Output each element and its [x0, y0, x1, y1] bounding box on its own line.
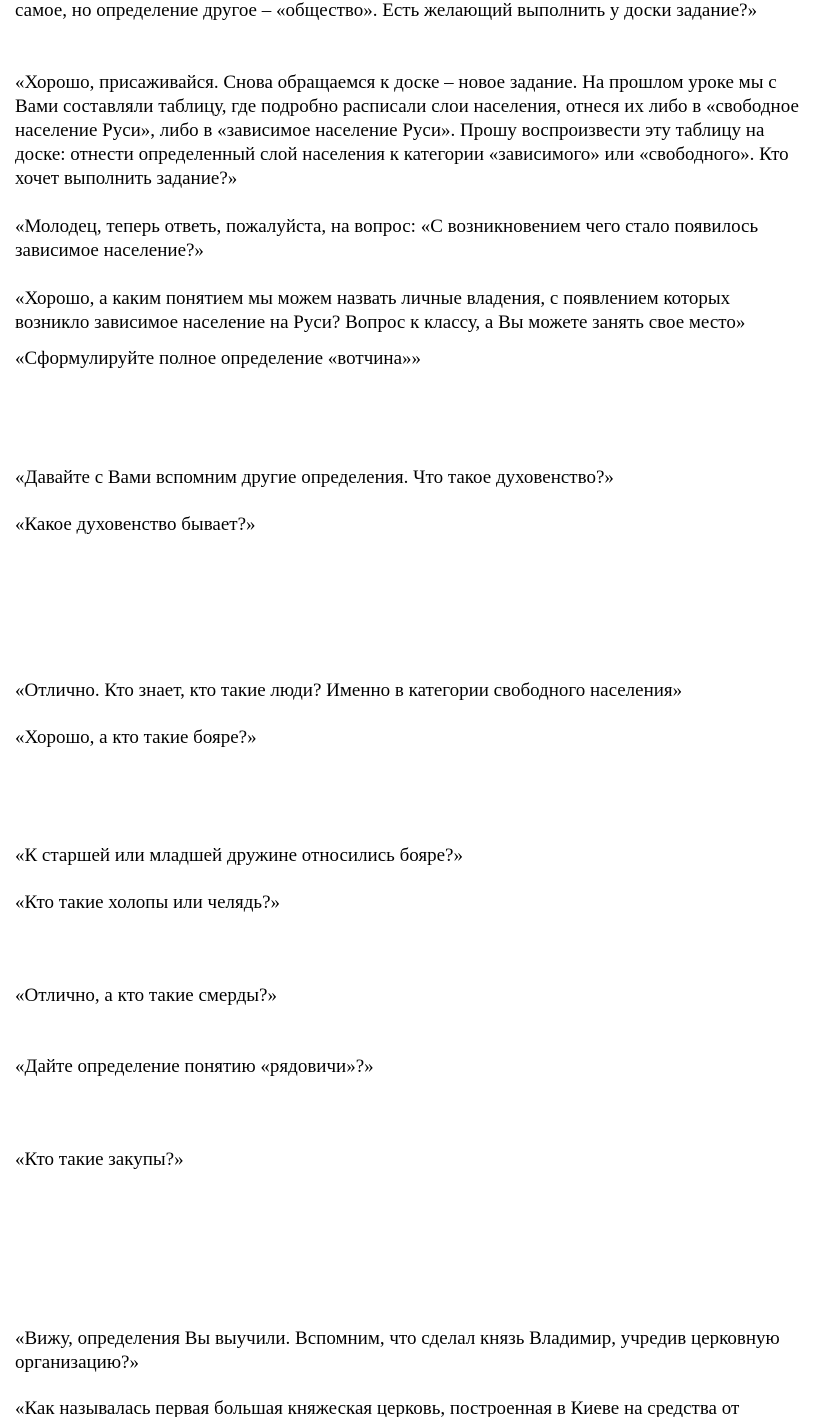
paragraph-ryadovichi: «Дайте определение понятию «рядовичи»?» [15, 1056, 374, 1077]
paragraph-zakupy: «Кто такие закупы?» [15, 1149, 184, 1170]
paragraph-dependent-origin: «Молодец, теперь ответь, пожалуйста, на вопрос: «С возникновением чего стало появилось зависимое население?» [15, 216, 759, 261]
paragraph-task-intro: самое, но определение другое – «общество». Есть желающий выполнить у доски задание?» [15, 0, 758, 21]
paragraph-kholopy: «Кто такие холопы или челядь?» [15, 892, 281, 913]
paragraph-votchina: «Сформулируйте полное определение «вотчина»» [15, 348, 422, 369]
paragraph-free-population: «Отлично. Кто знает, кто такие люди? Именно в категории свободного населения» [15, 680, 683, 701]
paragraph-personal-estates: «Хорошо, а каким понятием мы можем назвать личные владения, с появлением которых возникло зависимое население на Руси? Вопрос к классу, а Вы можете занять свое место» [15, 288, 746, 333]
paragraph-vladimir: «Вижу, определения Вы выучили. Вспомним, что сделал князь Владимир, учредив церковную организацию?» [15, 1328, 780, 1373]
paragraph-boyars: «Хорошо, а кто такие бояре?» [15, 727, 257, 748]
paragraph-smerdy: «Отлично, а кто такие смерды?» [15, 985, 277, 1006]
paragraph-first-church: «Как называлась первая большая княжеская церковь, построенная в Киеве на средства от [15, 1398, 740, 1417]
paragraph-druzhina: «К старшей или младшей дружине относились бояре?» [15, 845, 463, 866]
paragraph-clergy: «Давайте с Вами вспомним другие определения. Что такое духовенство?» [15, 467, 614, 488]
paragraph-table-task: «Хорошо, присаживайся. Снова обращаемся к доске – новое задание. На прошлом уроке мы с Вами составляли таблицу, где подробно расписали слои населения, отнеся их либо в «свободное население Руси», либо в «зависимое население Руси». Прошу воспроизвести эту таблицу на доске: отнести определенный слой населения к категории «зависимого» или «свободного». Кто хочет выполнить задание?» [15, 72, 799, 189]
paragraph-clergy-types: «Какое духовенство бывает?» [15, 514, 256, 535]
